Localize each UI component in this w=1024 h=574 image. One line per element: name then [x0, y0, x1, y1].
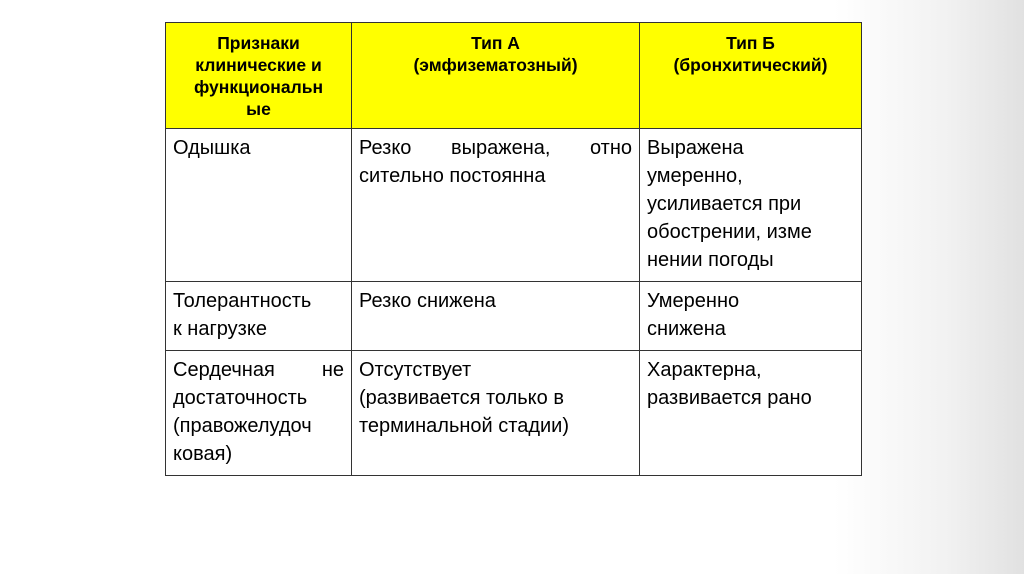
feature-cell [166, 282, 352, 351]
cell-line: Выражена [647, 137, 744, 159]
header-line: (бронхитический) [673, 55, 828, 75]
cell-line: Резко снижена [359, 290, 496, 312]
header-line: Тип Б [726, 33, 775, 53]
header-cell-type-b [640, 23, 862, 129]
header-line: функциональн [193, 77, 324, 97]
header-line: клинические и [195, 55, 322, 75]
cell-line: терминальной стадии) [359, 415, 569, 437]
cell-line: Отсутствует [359, 359, 472, 381]
cell-line: к нагрузке [173, 318, 267, 340]
cell-line: достаточность [173, 387, 308, 409]
table-row [166, 282, 862, 351]
header-cell-type-a [352, 23, 640, 129]
feature-cell [166, 129, 352, 282]
header-cell-features [166, 23, 352, 129]
cell-line: Резко выражена, отно [359, 137, 632, 159]
header-line: Признаки [217, 33, 300, 53]
cell-line: усиливается при [647, 193, 802, 215]
type-a-cell [352, 129, 640, 282]
cell-line: Толерантность [173, 290, 312, 312]
cell-line: обострении, изме [647, 221, 812, 243]
cell-line: (правожелудоч [173, 415, 312, 437]
type-a-cell [352, 351, 640, 476]
cell-line: ковая) [173, 443, 233, 465]
cell-line: сительно постоянна [359, 165, 546, 187]
cell-line: Одышка [173, 137, 251, 159]
cell-line: (развивается только в [359, 387, 564, 409]
cell-line: развивается рано [647, 387, 812, 409]
type-b-cell [640, 351, 862, 476]
header-line: ые [246, 99, 271, 119]
comparison-table [165, 22, 862, 476]
table-row [166, 129, 862, 282]
slide-edge-shadow [834, 0, 1024, 574]
cell-line: Умеренно [647, 290, 740, 312]
type-a-cell [352, 282, 640, 351]
header-line: (эмфизематозный) [413, 55, 578, 75]
type-b-cell [640, 129, 862, 282]
type-b-cell [640, 282, 862, 351]
cell-line: умеренно, [647, 165, 743, 187]
cell-line: Сердечная не [173, 359, 344, 381]
header-line: Тип А [471, 33, 520, 53]
cell-line: нении погоды [647, 249, 774, 271]
header-row [166, 23, 862, 129]
table-row [166, 351, 862, 476]
feature-cell [166, 351, 352, 476]
cell-line: Характерна, [647, 359, 762, 381]
cell-line: снижена [647, 318, 726, 340]
